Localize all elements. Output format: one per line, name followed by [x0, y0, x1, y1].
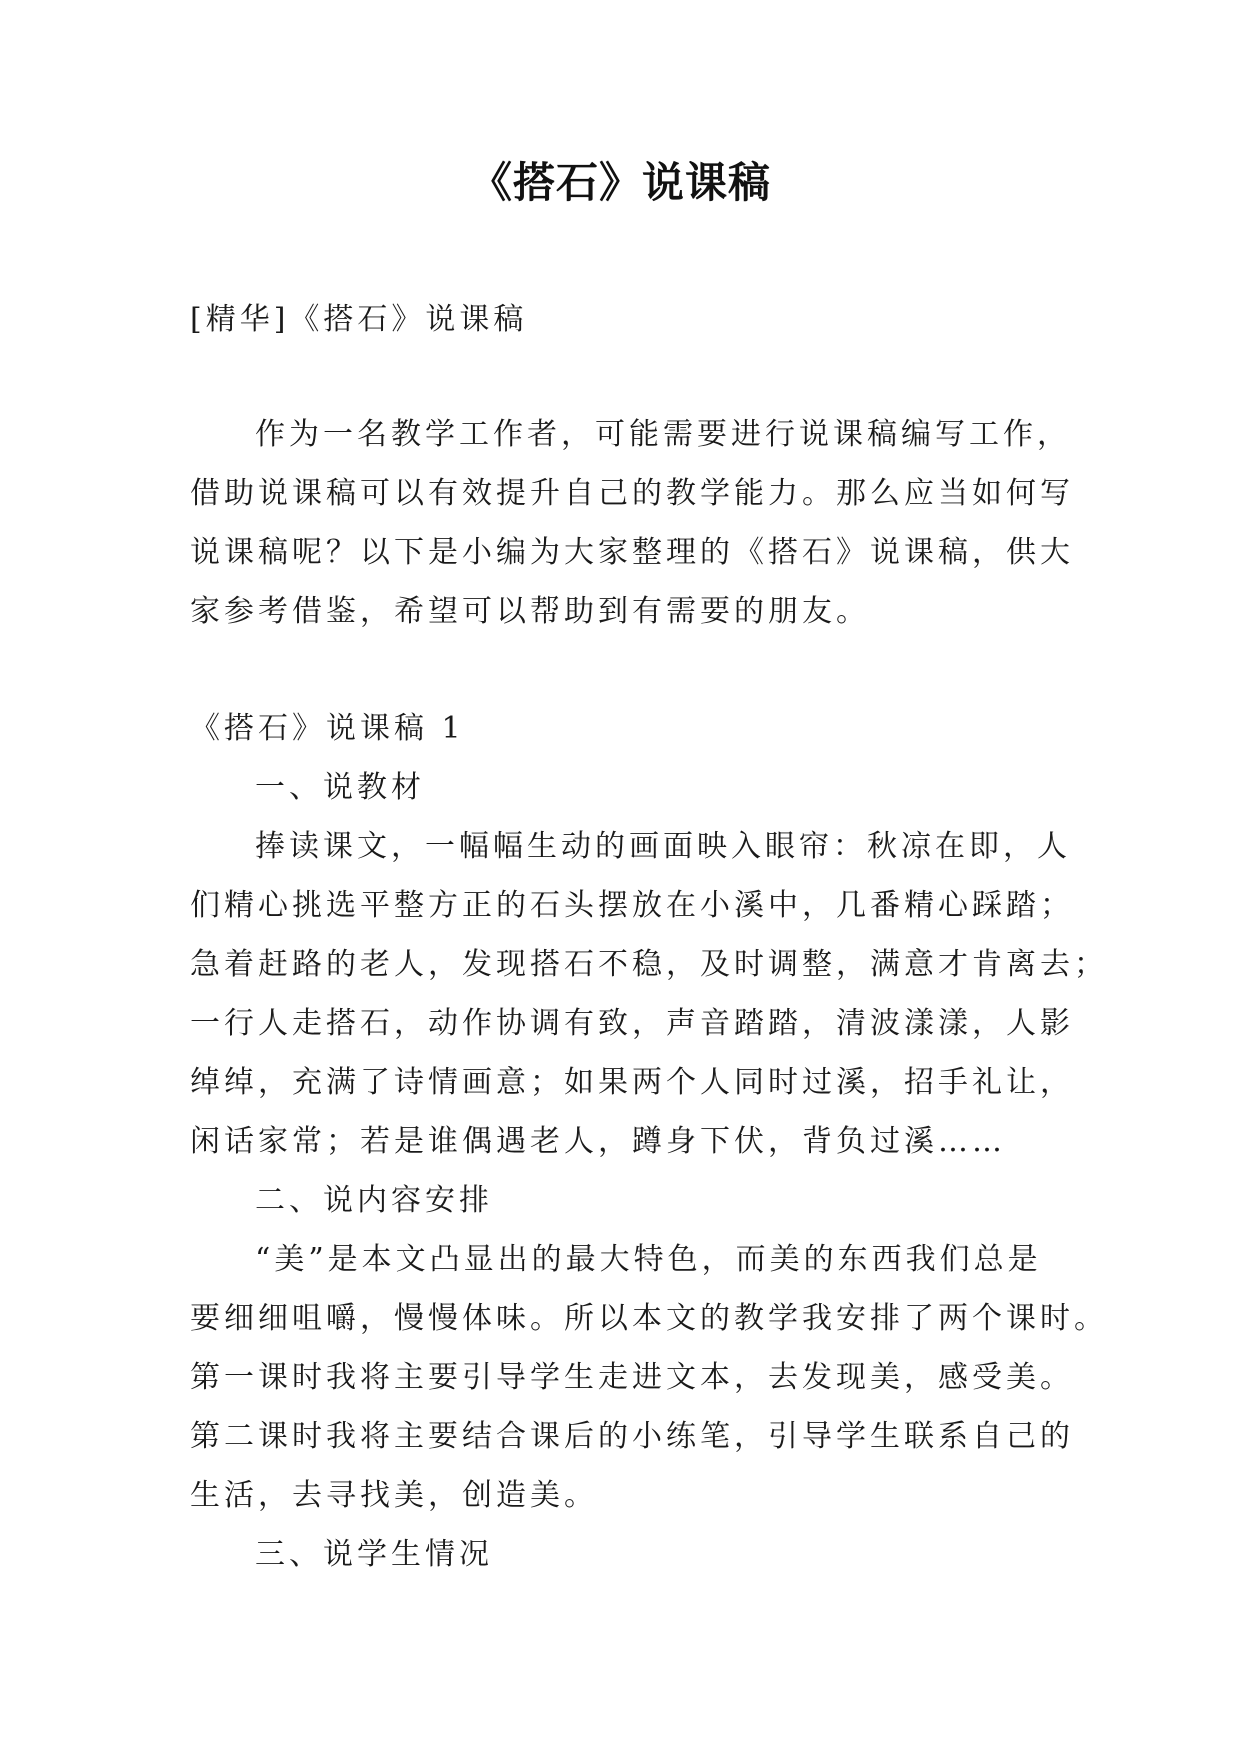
heading-content-arrangement: 二、说内容安排 — [255, 1183, 493, 1218]
document-title: 《搭石》说课稿 — [469, 158, 771, 207]
intro-paragraph — [190, 405, 1074, 641]
intro-line: 作为一名教学工作者，可能需要进行说课稿编写工作， — [255, 417, 1071, 452]
paragraph-line: 第二课时我将主要结合课后的小练笔，引导学生联系自己的 — [190, 1419, 1074, 1454]
document-body — [190, 290, 1108, 1584]
paragraph-line: 捧读课文，一幅幅生动的画面映入眼帘：秋凉在即，人 — [255, 829, 1071, 864]
intro-line: 借助说课稿可以有效提升自己的教学能力。那么应当如何写 — [190, 476, 1074, 511]
intro-line: 说课稿呢？以下是小编为大家整理的《搭石》说课稿，供大 — [190, 535, 1074, 570]
heading-teaching-material: 一、说教材 — [255, 770, 425, 805]
paragraph-line: 生活，去寻找美，创造美。 — [190, 1478, 598, 1513]
heading-student-situation: 三、说学生情况 — [255, 1537, 493, 1572]
intro-line: 家参考借鉴，希望可以帮助到有需要的朋友。 — [190, 594, 870, 629]
paragraph-line: 闲话家常；若是谁偶遇老人，蹲身下伏，背负过溪…… — [190, 1124, 1006, 1159]
paragraph-line: 们精心挑选平整方正的石头摆放在小溪中，几番精心踩踏； — [190, 888, 1074, 923]
paragraph-line: 一行人走搭石，动作协调有致，声音踏踏，清波漾漾，人影 — [190, 1006, 1074, 1041]
section-block — [190, 699, 1108, 1584]
section-title: 《搭石》说课稿 1 — [190, 711, 465, 746]
paragraph-line: 急着赶路的老人，发现搭石不稳，及时调整，满意才肯离去； — [190, 947, 1108, 982]
paragraph-line: “美”是本文凸显出的最大特色，而美的东西我们总是 — [255, 1242, 1042, 1277]
document-subtitle: [精华]《搭石》说课稿 — [190, 302, 528, 337]
paragraph-line: 要细细咀嚼，慢慢体味。所以本文的教学我安排了两个课时。 — [190, 1301, 1108, 1336]
paragraph-line: 第一课时我将主要引导学生走进文本，去发现美，感受美。 — [190, 1360, 1074, 1395]
paragraph-line: 绰绰，充满了诗情画意；如果两个人同时过溪，招手礼让， — [190, 1065, 1074, 1100]
